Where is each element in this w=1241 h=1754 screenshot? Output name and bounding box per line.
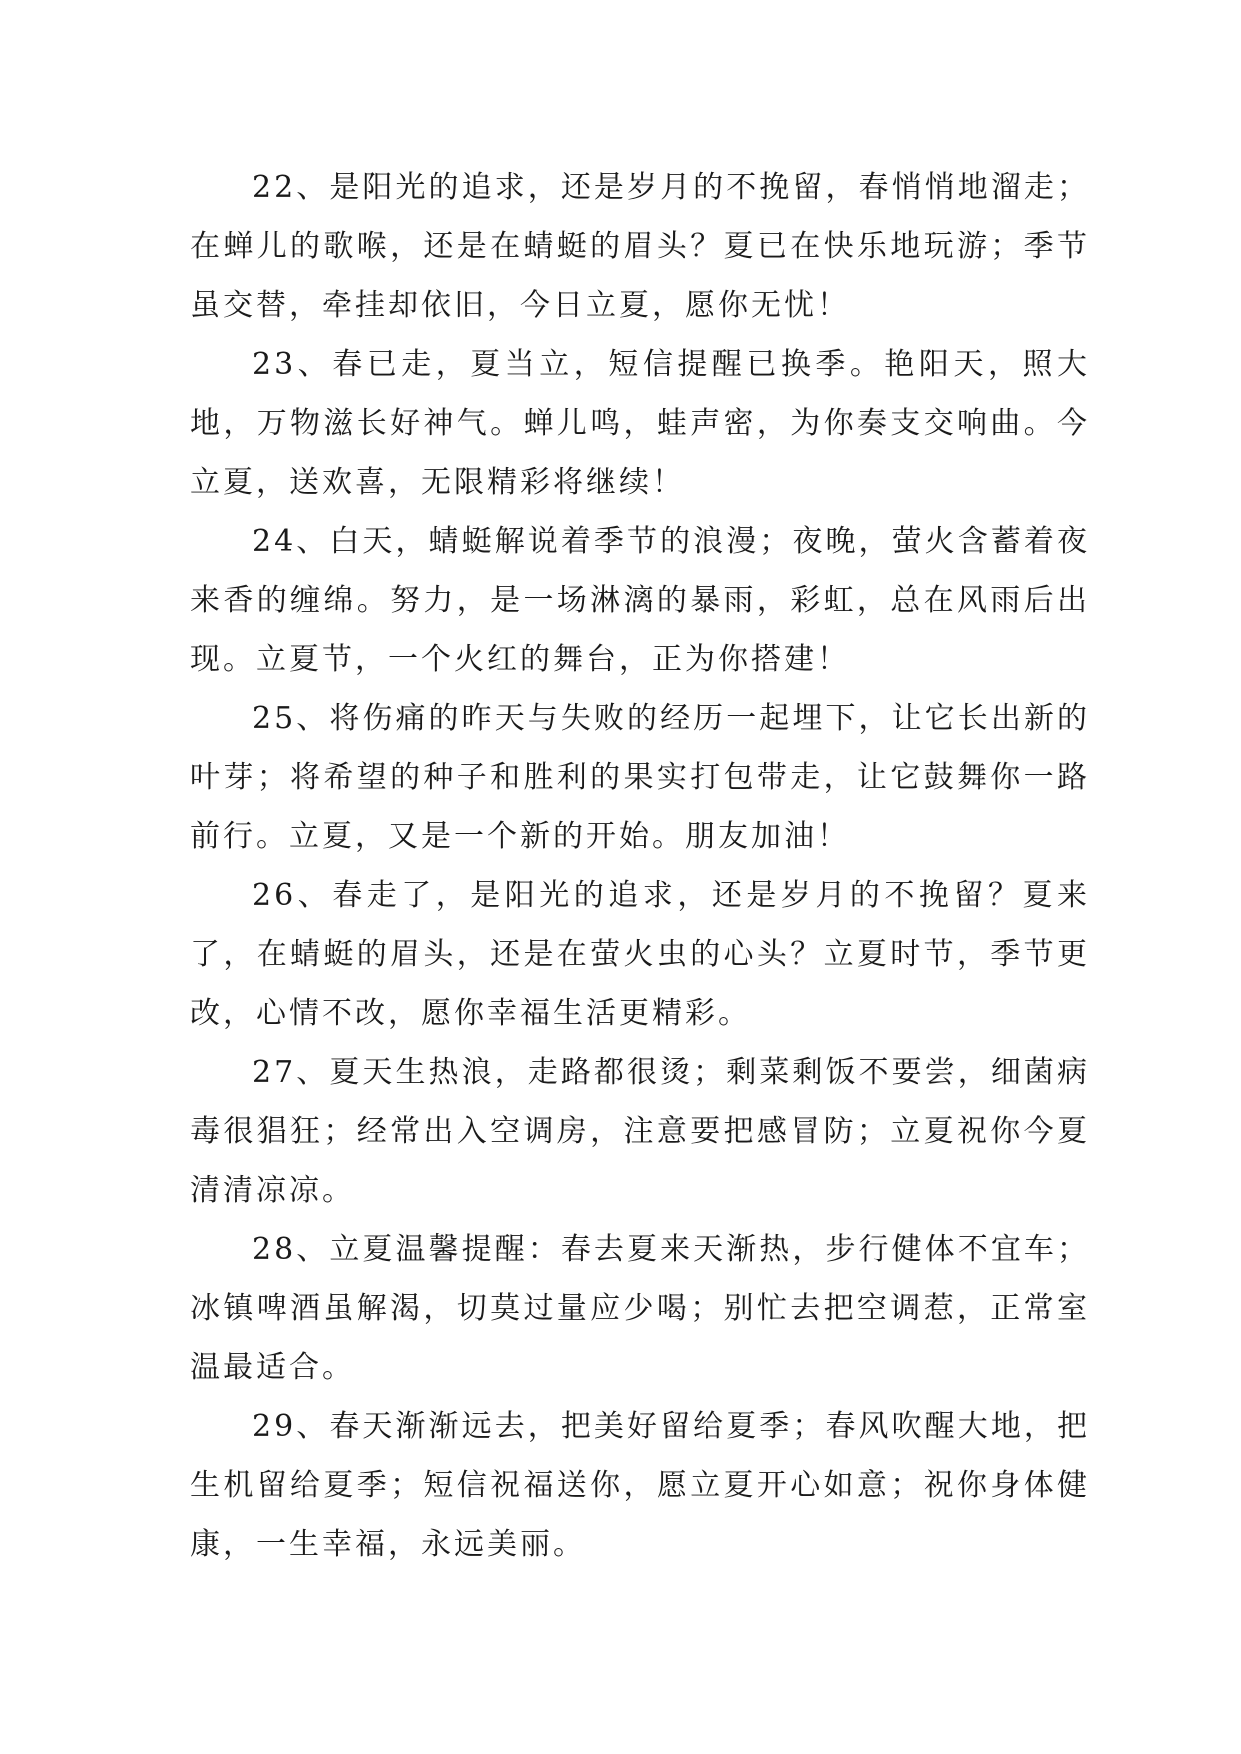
paragraph-26: 26、春走了，是阳光的追求，还是岁月的不挽留？夏来了，在蜻蜓的眉头，还是在萤火虫的心头？立夏时节，季节更改，心情不改，愿你幸福生活更精彩。 [190,878,1090,1031]
paragraph-27: 27、夏天生热浪，走路都很烫；剩菜剩饭不要尝，细菌病毒很猖狂；经常出入空调房，注意要把感冒防；立夏祝你今夏清清凉凉。 [190,1055,1090,1208]
paragraph-23: 23、春已走，夏当立，短信提醒已换季。艳阳天，照大地，万物滋长好神气。蝉儿鸣，蛙声密，为你奏支交响曲。今立夏，送欢喜，无限精彩将继续！ [190,347,1090,500]
paragraph-25: 25、将伤痛的昨天与失败的经历一起埋下，让它长出新的叶芽；将希望的种子和胜利的果实打包带走，让它鼓舞你一路前行。立夏，又是一个新的开始。朋友加油！ [190,701,1090,854]
paragraph-22: 22、是阳光的追求，还是岁月的不挽留，春悄悄地溜走；在蝉儿的歌喉，还是在蜻蜓的眉头？夏已在快乐地玩游；季节虽交替，牵挂却依旧，今日立夏，愿你无忧！ [190,170,1090,323]
paragraph-24: 24、白天，蜻蜓解说着季节的浪漫；夜晚，萤火含蓄着夜来香的缠绵。努力，是一场淋漓的暴雨，彩虹，总在风雨后出现。立夏节，一个火红的舞台，正为你搭建！ [190,524,1090,677]
paragraph-28: 28、立夏温馨提醒：春去夏来天渐热，步行健体不宜车；冰镇啤酒虽解渴，切莫过量应少喝；别忙去把空调惹，正常室温最适合。 [190,1232,1090,1385]
paragraph-29: 29、春天渐渐远去，把美好留给夏季；春风吹醒大地，把生机留给夏季；短信祝福送你，愿立夏开心如意；祝你身体健康，一生幸福，永远美丽。 [190,1409,1090,1562]
document-body [190,158,1090,1574]
